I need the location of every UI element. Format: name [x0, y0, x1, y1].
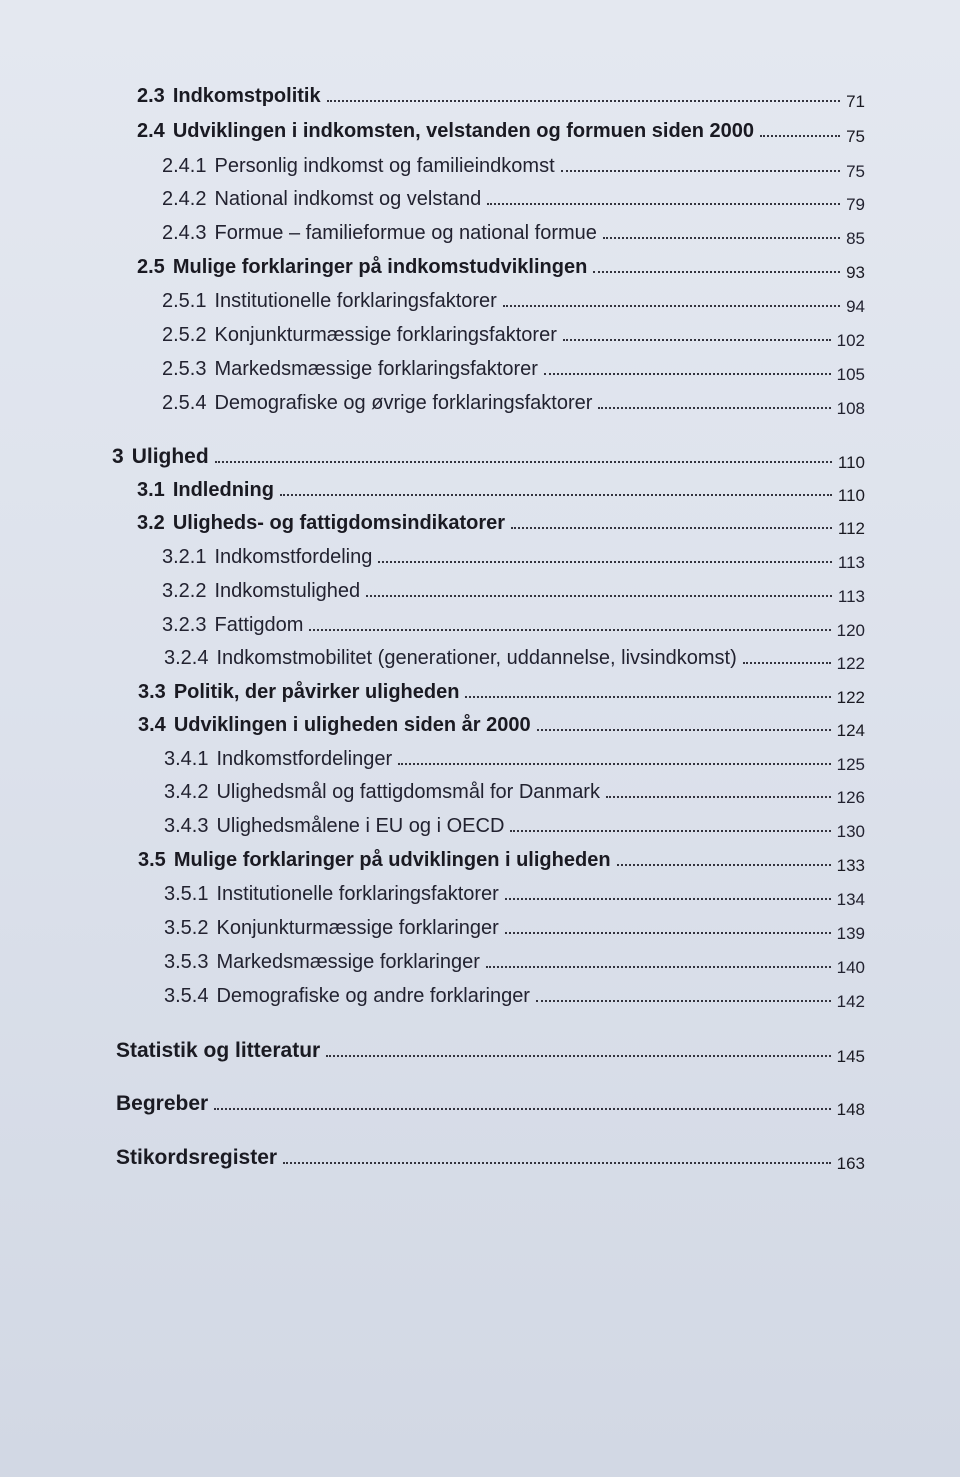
toc-entry — [137, 85, 865, 111]
toc-entry-page: 130 — [836, 822, 865, 841]
toc-entry — [137, 120, 865, 146]
toc-entry-page: 85 — [846, 229, 865, 248]
toc-entry-number: 2.4.1 — [162, 155, 207, 177]
toc-dot-leader — [503, 305, 840, 307]
toc-entry-title: Institutionelle forklaringsfaktorer — [216, 883, 499, 905]
toc-entry — [162, 222, 865, 248]
toc-entry-page: 148 — [836, 1100, 865, 1119]
toc-entry — [137, 479, 865, 505]
toc-entry — [162, 188, 865, 214]
toc-entry — [162, 614, 865, 640]
toc-dot-leader — [378, 561, 832, 563]
toc-entry-page: 102 — [836, 331, 865, 350]
toc-entry-page: 142 — [836, 992, 865, 1011]
toc-entry-title: Markedsmæssige forklaringer — [216, 951, 480, 973]
toc-entry — [164, 985, 865, 1011]
toc-entry-page: 105 — [836, 365, 865, 384]
toc-entry — [138, 681, 865, 707]
toc-entry-title: National indkomst og velstand — [214, 188, 482, 210]
toc-entry-number: 2.4 — [137, 120, 165, 142]
toc-entry — [112, 445, 865, 472]
toc-entry-title: Indledning — [172, 479, 274, 501]
toc-dot-leader — [511, 527, 832, 529]
toc-entry-title: Indkomstfordelinger — [216, 748, 393, 770]
toc-entry — [162, 324, 865, 350]
toc-dot-leader — [214, 1108, 830, 1110]
toc-entry-number: 3.3 — [138, 681, 166, 703]
toc-entry-number: 2.5.4 — [162, 392, 207, 414]
toc-dot-leader — [760, 135, 840, 137]
toc-dot-leader — [283, 1162, 831, 1164]
toc-entry — [162, 392, 865, 418]
toc-entry-number: 2.4.2 — [162, 188, 207, 210]
toc-entry-page: 94 — [846, 297, 865, 316]
toc-entry-title: Institutionelle forklaringsfaktorer — [214, 290, 497, 312]
toc-entry-title: Formue – familieformue og national formue — [214, 222, 597, 244]
toc-dot-leader — [309, 629, 830, 631]
toc-entry-page: 75 — [846, 162, 865, 181]
toc-entry-page: 110 — [837, 453, 865, 472]
toc-entry-number: 3 — [112, 445, 124, 468]
toc-entry-page: 125 — [836, 755, 865, 774]
toc-dot-leader — [465, 696, 830, 698]
toc-entry-number: 3.4.2 — [164, 781, 209, 803]
toc-entry-title: Politik, der påvirker uligheden — [173, 681, 460, 703]
toc-entry — [116, 1092, 865, 1119]
toc-entry-page: 112 — [837, 519, 865, 538]
toc-entry-number: 2.5 — [137, 256, 165, 278]
toc-dot-leader — [743, 662, 831, 664]
toc-entry-number: 3.5 — [138, 849, 166, 871]
toc-entry-title: Udviklingen i uligheden siden år 2000 — [173, 714, 531, 736]
toc-entry-page: 110 — [837, 486, 865, 505]
toc-entry-title: Uligheds- og fattigdomsindikatorer — [172, 512, 506, 534]
toc-dot-leader — [327, 100, 840, 102]
toc-entry — [162, 358, 865, 384]
toc-entry-number: 2.5.1 — [162, 290, 207, 312]
toc-entry-number: 3.5.3 — [164, 951, 209, 973]
toc-dot-leader — [510, 830, 830, 832]
toc-dot-leader — [603, 237, 840, 239]
toc-dot-leader — [280, 494, 832, 496]
toc-entry-number: 2.5.3 — [162, 358, 207, 380]
toc-entry-page: 126 — [836, 788, 865, 807]
toc-entry-title: Demografiske og andre forklaringer — [216, 985, 530, 1007]
toc-entry-number: 3.2.1 — [162, 546, 207, 568]
toc-entry-title: Indkomstpolitik — [172, 85, 321, 107]
toc-entry-page: 120 — [836, 621, 865, 640]
toc-entry-page: 122 — [836, 654, 865, 673]
toc-entry — [162, 155, 865, 181]
toc-entry-page: 113 — [837, 587, 865, 606]
toc-entry — [116, 1039, 865, 1066]
toc-dot-leader — [563, 339, 831, 341]
toc-entry-title: Ulighed — [131, 445, 209, 468]
toc-dot-leader — [487, 203, 840, 205]
toc-dot-leader — [544, 373, 831, 375]
toc-dot-leader — [537, 729, 831, 731]
toc-entry — [137, 512, 865, 538]
toc-entry — [164, 951, 865, 977]
toc-entry-page: 133 — [836, 856, 865, 875]
toc-entry-title: Ulighedsmål og fattigdomsmål for Danmark — [216, 781, 600, 803]
toc-entry-title: Indkomstulighed — [214, 580, 361, 602]
toc-entry-page: 140 — [836, 958, 865, 977]
toc-entry-page: 124 — [836, 721, 865, 740]
toc-entry — [164, 647, 865, 673]
toc-entry — [137, 256, 865, 282]
toc-entry — [164, 917, 865, 943]
toc-entry-title: Konjunkturmæssige forklaringsfaktorer — [214, 324, 557, 346]
toc-entry-title: Indkomstfordeling — [214, 546, 373, 568]
toc-entry-title: Mulige forklaringer på udviklingen i uligheden — [173, 849, 611, 871]
toc-dot-leader — [215, 461, 832, 463]
toc-dot-leader — [398, 763, 830, 765]
toc-entry-page: 75 — [846, 127, 865, 146]
toc-entry-page: 93 — [846, 263, 865, 282]
toc-entry-number: 2.3 — [137, 85, 165, 107]
toc-entry-page: 139 — [836, 924, 865, 943]
toc-entry — [116, 1146, 865, 1173]
toc-entry-number: 2.4.3 — [162, 222, 207, 244]
toc-entry-title: Markedsmæssige forklaringsfaktorer — [214, 358, 538, 380]
toc-entry-number: 3.1 — [137, 479, 165, 501]
toc-entry — [138, 849, 865, 875]
toc-entry-number: 3.2.2 — [162, 580, 207, 602]
toc-entry-title: Personlig indkomst og familieindkomst — [214, 155, 555, 177]
toc-entry-page: 113 — [837, 553, 865, 572]
toc-entry-page: 122 — [836, 688, 865, 707]
toc-entry-title: Indkomstmobilitet (generationer, uddannelse, livsindkomst) — [216, 647, 737, 669]
toc-entry-page: 134 — [836, 890, 865, 909]
toc-dot-leader — [505, 898, 831, 900]
toc-dot-leader — [617, 864, 831, 866]
toc-dot-leader — [593, 271, 840, 273]
toc-entry — [164, 748, 865, 774]
toc-dot-leader — [536, 1000, 831, 1002]
toc-entry-number: 3.2 — [137, 512, 165, 534]
toc-entry — [162, 580, 865, 606]
toc-entry-number: 2.5.2 — [162, 324, 207, 346]
toc-entry-number: 3.2.3 — [162, 614, 207, 636]
toc-entry-title: Demografiske og øvrige forklaringsfaktorer — [214, 392, 593, 414]
toc-entry — [162, 290, 865, 316]
toc-entry-number: 3.4 — [138, 714, 166, 736]
toc-dot-leader — [486, 966, 831, 968]
toc-entry-number: 3.2.4 — [164, 647, 209, 669]
toc-dot-leader — [505, 932, 831, 934]
toc-dot-leader — [326, 1055, 830, 1057]
toc-entry-title: Stikordsregister — [116, 1146, 278, 1169]
toc-entry-title: Udviklingen i indkomsten, velstanden og formuen siden 2000 — [172, 120, 755, 142]
toc-entry — [164, 815, 865, 841]
toc-entry — [138, 714, 865, 740]
toc-entry-page: 108 — [836, 399, 865, 418]
toc-dot-leader — [366, 595, 832, 597]
toc-entry-title: Ulighedsmålene i EU og i OECD — [216, 815, 505, 837]
toc-entry — [162, 546, 865, 572]
toc-entry-page: 71 — [846, 92, 865, 111]
toc-entry-title: Begreber — [116, 1092, 209, 1115]
toc-entry-page: 163 — [836, 1154, 865, 1173]
toc-entry-title: Konjunkturmæssige forklaringer — [216, 917, 499, 939]
toc-entry-page: 145 — [836, 1047, 865, 1066]
toc-entry-title: Mulige forklaringer på indkomstudviklingen — [172, 256, 588, 278]
toc-entry-number: 3.4.3 — [164, 815, 209, 837]
toc-entry-title: Fattigdom — [214, 614, 304, 636]
toc-entry — [164, 883, 865, 909]
toc-entry-number: 3.5.4 — [164, 985, 209, 1007]
toc-entry-number: 3.5.2 — [164, 917, 209, 939]
toc-dot-leader — [598, 407, 830, 409]
toc-entry-page: 79 — [846, 195, 865, 214]
toc-dot-leader — [606, 796, 831, 798]
toc-dot-leader — [561, 170, 840, 172]
toc-entry-number: 3.4.1 — [164, 748, 209, 770]
toc-entry-title: Statistik og litteratur — [116, 1039, 321, 1062]
toc-entry — [164, 781, 865, 807]
toc-entry-number: 3.5.1 — [164, 883, 209, 905]
